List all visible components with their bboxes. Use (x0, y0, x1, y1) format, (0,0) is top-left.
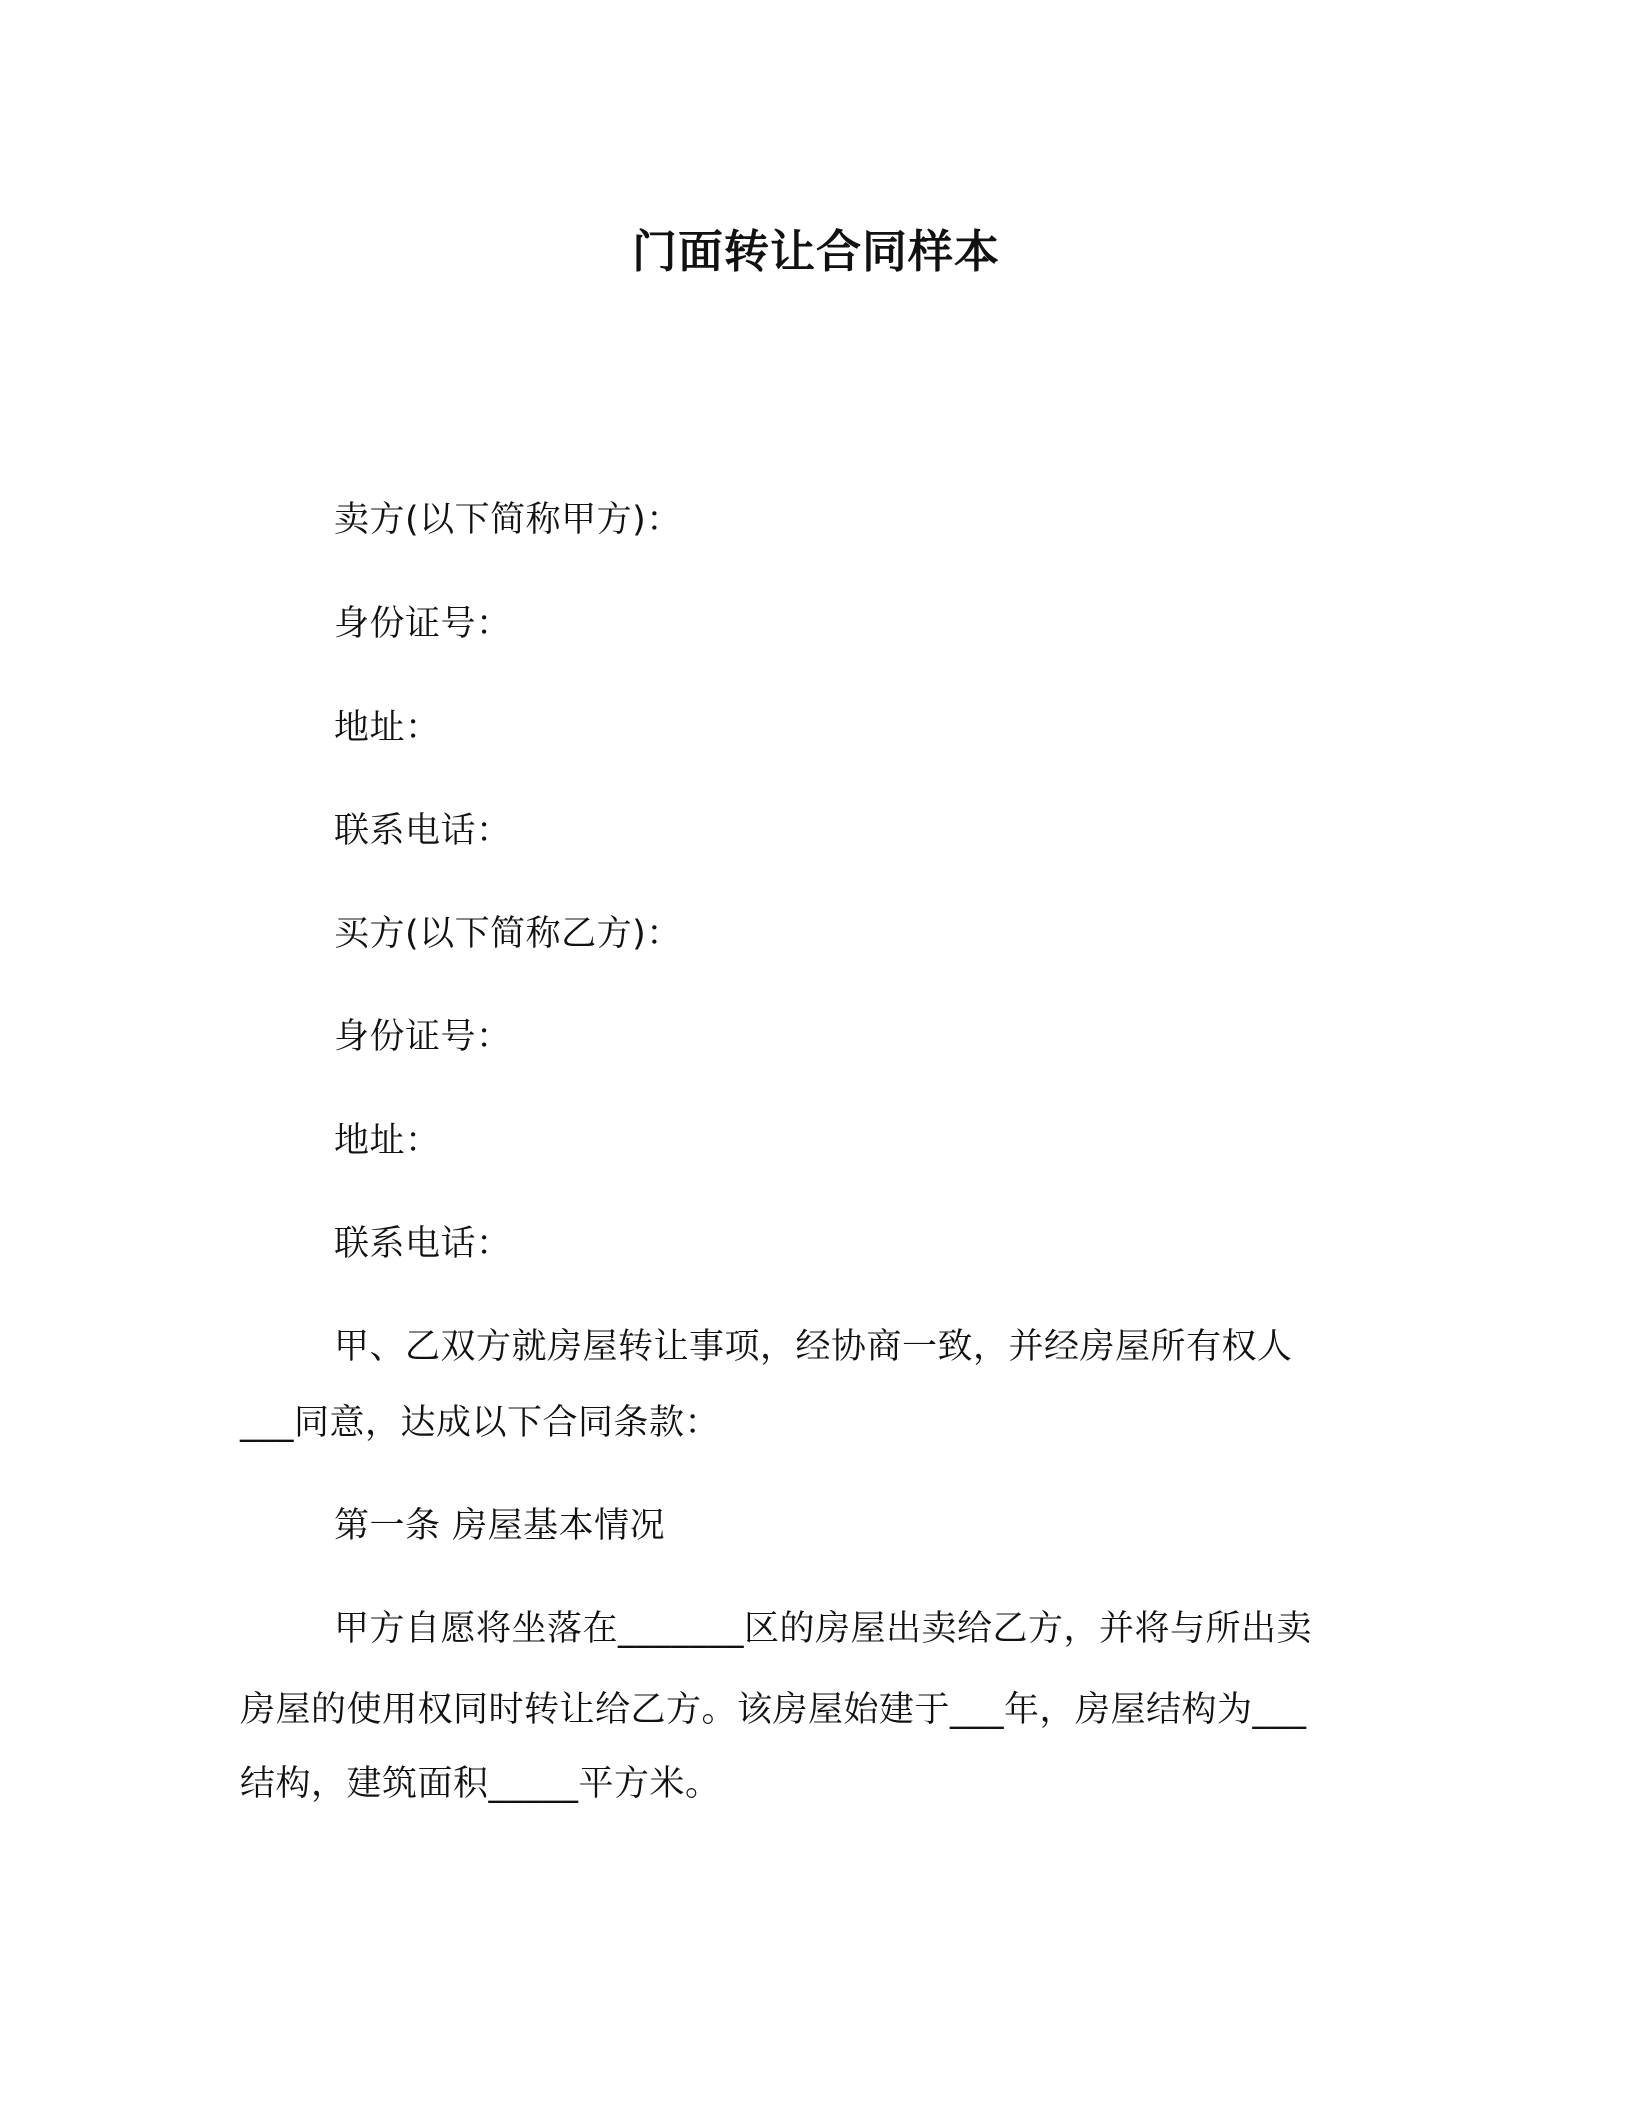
seller-label: 卖方(以下简称甲方)： (334, 500, 682, 540)
buyer-id-label: 身份证号： (334, 1017, 512, 1057)
buyer-phone-label: 联系电话： (334, 1224, 512, 1264)
preamble-line-1: 甲、乙双方就房屋转让事项，经协商一致，并经房屋所有权人 (334, 1327, 1293, 1367)
article1-line-1: 甲方自愿将坐落在_______区的房屋出卖给乙方，并将与所出卖 (334, 1609, 1313, 1649)
buyer-address-label: 地址： (334, 1121, 441, 1161)
article1-line-2: 房屋的使用权同时转让给乙方。该房屋始建于___年，房屋结构为___ (240, 1690, 1307, 1730)
seller-address-label: 地址： (334, 708, 441, 748)
document-title: 门面转让合同样本 (631, 225, 1000, 278)
seller-phone-label: 联系电话： (334, 811, 512, 851)
article1-line-3: 结构，建筑面积_____平方米。 (240, 1764, 721, 1804)
article1-heading: 第一条 房屋基本情况 (334, 1506, 666, 1546)
preamble-line-2: ___同意，达成以下合同条款： (240, 1403, 721, 1443)
seller-id-label: 身份证号： (334, 604, 512, 644)
buyer-label: 买方(以下简称乙方)： (334, 914, 682, 954)
